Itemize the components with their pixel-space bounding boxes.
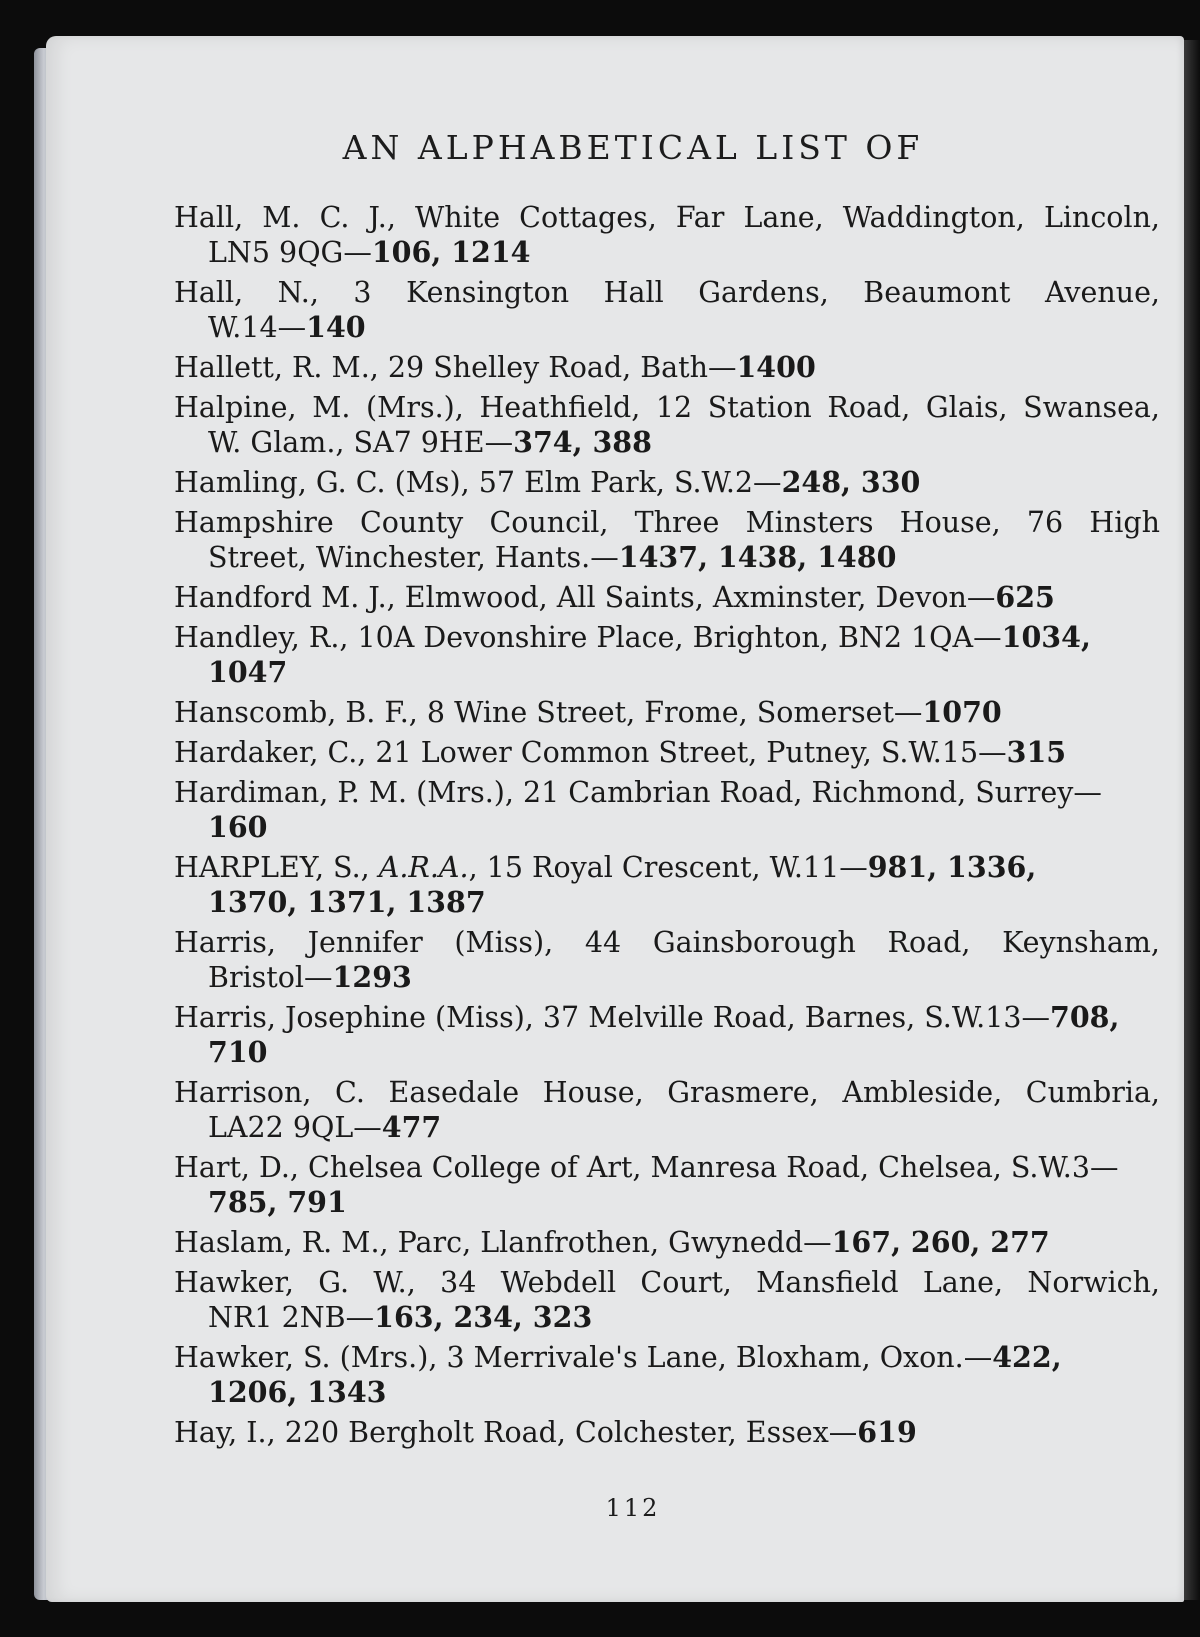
entry-numbers: 1370, 1371, 1387 [208,885,486,919]
page-number: 112 [605,1494,661,1522]
entry-line: Hanscomb, B. F., 8 Wine Street, Frome, Somerset— [174,696,923,729]
entry-line: Hawker, G. W., 34 Webdell Court, Mansfield Lane, Norwich, [174,1266,1160,1299]
entry-line: , 15 Royal Crescent, W.11— [468,851,868,884]
entry-line: Hardiman, P. M. (Mrs.), 21 Cambrian Road, Richmond, Surrey— [174,776,1102,809]
list-item [174,1340,1160,1410]
entry-numbers: 140 [306,310,366,344]
entry-line: Halpine, M. (Mrs.), Heathfield, 12 Station Road, Glais, Swansea, [174,391,1160,424]
entry-line: LA22 9QL— [208,1111,382,1144]
entry-line: Hart, D., Chelsea College of Art, Manresa Road, Chelsea, S.W.3— [174,1151,1119,1184]
entry-line: LN5 9QG— [208,236,372,269]
entry-numbers: 785, 791 [208,1185,347,1219]
entry-line: Hamling, G. C. (Ms), 57 Elm Park, S.W.2— [174,466,782,499]
list-item [174,1265,1160,1335]
list-item [174,1000,1160,1070]
list-item [174,350,1160,385]
entry-numbers: 1206, 1343 [208,1375,387,1409]
entry-numbers: 1034, [1001,620,1091,654]
list-item [174,1150,1160,1220]
entry-numbers: 619 [857,1415,917,1449]
entry-numbers: 1437, 1438, 1480 [618,540,897,574]
entry-numbers: 315 [1006,735,1067,769]
entry-line: Handford M. J., Elmwood, All Saints, Axminster, Devon— [174,581,996,614]
entry-line: Hampshire County Council, Three Minsters House, 76 High [174,506,1160,539]
entry-line: Haslam, R. M., Parc, Llanfrothen, Gwynedd— [174,1226,832,1259]
list-item [174,850,1160,920]
entry-list [174,200,1160,1455]
entry-numbers: 708, [1050,1000,1120,1034]
list-item [174,275,1160,345]
entry-numbers: 981, 1336, [867,850,1037,884]
entry-numbers: 710 [208,1035,268,1069]
list-item [174,620,1160,690]
list-item [174,775,1160,845]
list-item [174,1415,1160,1450]
list-item [174,465,1160,500]
list-item [174,925,1160,995]
entry-numbers: 106, 1214 [371,235,531,269]
list-item [174,390,1160,460]
entry-line: NR1 2NB— [208,1301,375,1334]
list-item [174,695,1160,730]
page-title: AN ALPHABETICAL LIST OF [342,128,924,167]
entry-line: W. Glam., SA7 9HE— [208,426,514,459]
entry-line: Harris, Jennifer (Miss), 44 Gainsborough Road, Keynsham, [174,926,1160,959]
entry-numbers: 374, 388 [513,425,652,459]
entry-numbers: 167, 260, 277 [831,1225,1050,1259]
entry-line: Hall, N., 3 Kensington Hall Gardens, Beaumont Avenue, [174,276,1160,309]
entry-line: Harris, Josephine (Miss), 37 Melville Road, Barnes, S.W.13— [174,1001,1050,1034]
entry-numbers: 163, 234, 323 [374,1300,593,1334]
entry-numbers: 625 [995,580,1055,614]
list-item [174,505,1160,575]
entry-line: Bristol— [208,961,333,994]
entry-line: Harrison, C. Easedale House, Grasmere, Ambleside, Cumbria, [174,1076,1160,1109]
entry-numbers: 1293 [332,960,412,994]
entry-numbers: 1070 [922,695,1002,729]
entry-line: Hawker, S. (Mrs.), 3 Merrivale's Lane, Bloxham, Oxon.— [174,1341,993,1374]
list-item [174,200,1160,270]
entry-line: Hallett, R. M., 29 Shelley Road, Bath— [174,351,737,384]
entry-numbers: 160 [208,810,268,844]
list-item [174,1225,1160,1260]
entry-line: Handley, R., 10A Devonshire Place, Brighton, BN2 1QA— [174,621,1002,654]
entry-line: HARPLEY, S., [174,851,379,884]
entry-numbers: 477 [381,1110,442,1144]
list-item [174,580,1160,615]
entry-numbers: 1400 [736,350,816,384]
entry-line: Street, Winchester, Hants.— [208,541,619,574]
entry-line: Hardaker, C., 21 Lower Common Street, Putney, S.W.15— [174,736,1007,769]
list-item [174,1075,1160,1145]
entry-numbers: 248, 330 [781,465,921,499]
entry-line: Hay, I., 220 Bergholt Road, Colchester, Essex— [174,1416,858,1449]
entry-numbers: 1047 [208,655,288,689]
entry-honorific: A.R.A. [378,851,469,884]
entry-numbers: 422, [992,1340,1062,1374]
list-item [174,735,1160,770]
entry-line: W.14— [208,311,307,344]
entry-line: Hall, M. C. J., White Cottages, Far Lane, Waddington, Lincoln, [174,201,1160,234]
page-right-shadow [1184,40,1200,1600]
